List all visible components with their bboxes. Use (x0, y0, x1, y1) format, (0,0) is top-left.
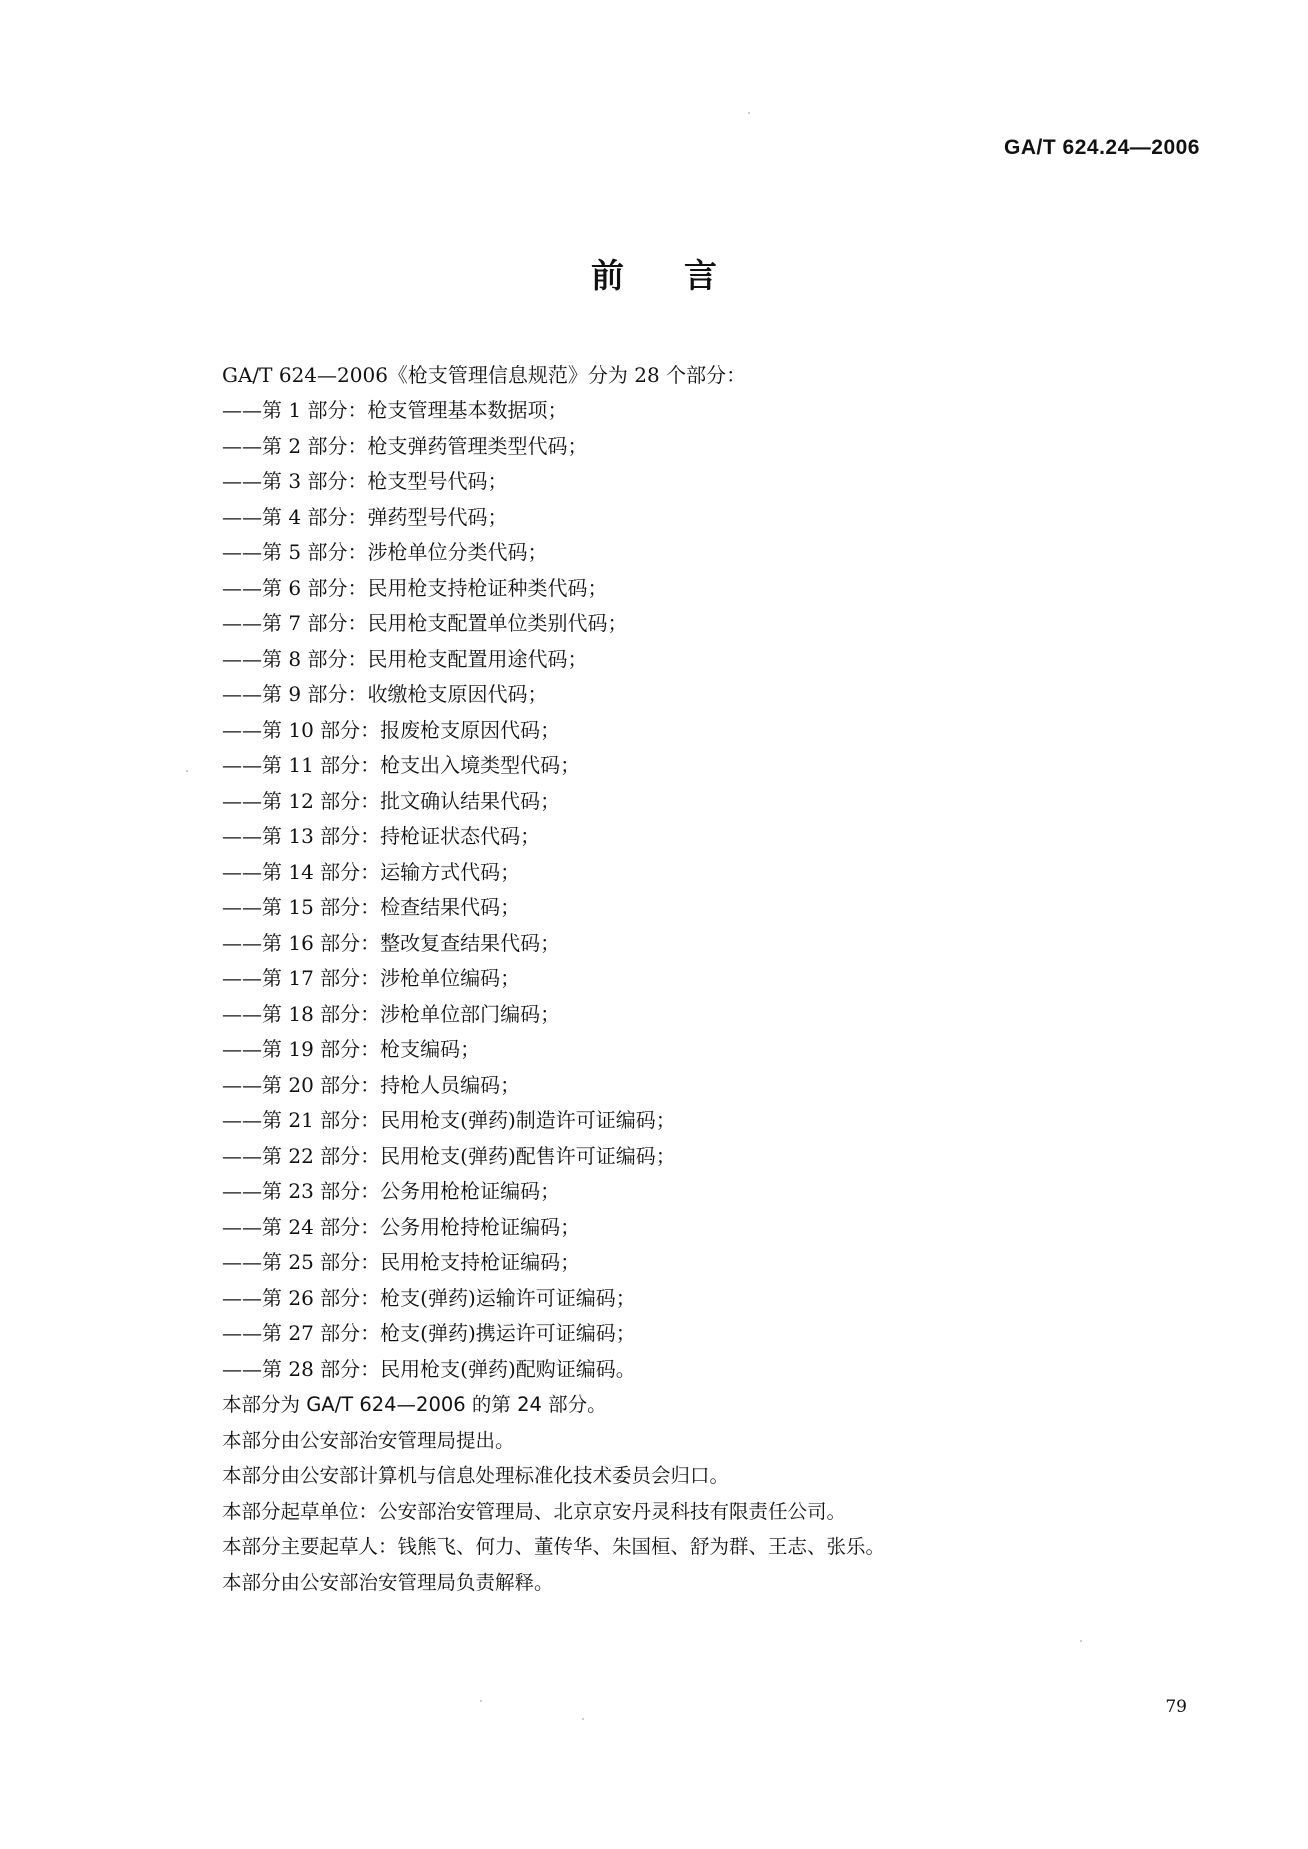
document-code: GA/T 624.24—2006 (1004, 136, 1200, 159)
part-text: 第 15 部分：检查结果代码； (262, 895, 521, 919)
dash-marker: —— (222, 469, 262, 493)
list-item (222, 1316, 1212, 1352)
part-text: 第 13 部分：持枪证状态代码； (262, 824, 541, 848)
list-item (222, 1139, 1212, 1175)
note-centralized-by: 本部分由公安部计算机与信息处理标准化技术委员会归口。 (222, 1464, 730, 1487)
list-item (222, 961, 1212, 997)
list-item (222, 1174, 1212, 1210)
list-item (222, 1352, 1212, 1388)
part-text: 第 18 部分：涉枪单位部门编码； (262, 1001, 561, 1026)
list-item (222, 1103, 1212, 1139)
part-text: 第 28 部分：民用枪支(弹药)配购证编码。 (262, 1356, 636, 1381)
dash-marker: —— (222, 575, 262, 600)
dash-marker: —— (222, 1108, 262, 1132)
list-item (222, 713, 1212, 749)
scan-speck (480, 1700, 482, 1702)
part-text: 第 27 部分：枪支(弹药)携运许可证编码； (262, 1321, 636, 1345)
note-part-of: 本部分为 GA/T 624—2006 的第 24 部分。 (222, 1393, 607, 1416)
document-body (222, 358, 1212, 1600)
part-text: 第 23 部分：公务用枪枪证编码； (262, 1179, 561, 1203)
note-drafters: 本部分主要起草人：钱熊飞、何力、董传华、朱国桓、舒为群、王志、张乐。 (222, 1535, 886, 1558)
part-text: 第 21 部分：民用枪支(弹药)制造许可证编码； (262, 1108, 676, 1132)
dash-marker: —— (222, 1321, 262, 1345)
note-interpreted-by: 本部分由公安部治安管理局负责解释。 (222, 1570, 554, 1594)
list-item (222, 890, 1212, 926)
part-text: 第 4 部分：弹药型号代码； (262, 504, 508, 529)
intro-paragraph: GA/T 624—2006《枪支管理信息规范》分为 28 个部分： (222, 363, 747, 387)
list-item (222, 464, 1212, 500)
part-text: 第 11 部分：枪支出入境类型代码； (262, 753, 581, 777)
part-text: 第 9 部分：收缴枪支原因代码； (262, 682, 548, 706)
part-text: 第 20 部分：持枪人员编码； (262, 1072, 521, 1097)
list-item (222, 926, 1212, 962)
list-item (222, 1032, 1212, 1068)
part-text: 第 2 部分：枪支弹药管理类型代码； (262, 433, 588, 458)
list-item (222, 997, 1212, 1033)
part-text: 第 19 部分：枪支编码； (262, 1037, 481, 1061)
dash-marker: —— (222, 611, 262, 635)
part-text: 第 10 部分：报废枪支原因代码； (262, 717, 561, 742)
note-proposed-by: 本部分由公安部治安管理局提出。 (222, 1428, 515, 1452)
list-item (222, 571, 1212, 607)
dash-marker: —— (222, 859, 262, 884)
dash-marker: —— (222, 1072, 262, 1097)
list-item (222, 606, 1212, 642)
dash-marker: —— (222, 1250, 262, 1274)
dash-marker: —— (222, 895, 262, 919)
part-text: 第 12 部分：批文确认结果代码； (262, 788, 561, 813)
list-item (222, 748, 1212, 784)
part-text: 第 1 部分：枪支管理基本数据项； (262, 398, 568, 422)
dash-marker: —— (222, 1356, 262, 1381)
dash-marker: —— (222, 824, 262, 848)
dash-marker: —— (222, 930, 262, 955)
part-text: 第 16 部分：整改复查结果代码； (262, 930, 561, 955)
parts-list (222, 393, 1212, 1387)
dash-marker: —— (222, 1285, 262, 1310)
part-text: 第 5 部分：涉枪单位分类代码； (262, 540, 548, 564)
part-text: 第 14 部分：运输方式代码； (262, 859, 521, 884)
dash-marker: —— (222, 1179, 262, 1203)
dash-marker: —— (222, 398, 262, 422)
list-item (222, 500, 1212, 536)
dash-marker: —— (222, 682, 262, 706)
scan-speck (748, 112, 750, 114)
page-number: 79 (1165, 1697, 1187, 1717)
list-item (222, 1210, 1212, 1246)
list-item (222, 855, 1212, 891)
list-item (222, 1281, 1212, 1317)
dash-marker: —— (222, 717, 262, 742)
part-text: 第 22 部分：民用枪支(弹药)配售许可证编码； (262, 1143, 676, 1168)
dash-marker: —— (222, 540, 262, 564)
list-item (222, 429, 1212, 465)
dash-marker: —— (222, 788, 262, 813)
part-text: 第 25 部分：民用枪支持枪证编码； (262, 1250, 581, 1274)
part-text: 第 17 部分：涉枪单位编码； (262, 966, 521, 990)
list-item (222, 1068, 1212, 1104)
dash-marker: —— (222, 1001, 262, 1026)
dash-marker: —— (222, 1143, 262, 1168)
dash-marker: —— (222, 966, 262, 990)
part-text: 第 3 部分：枪支型号代码； (262, 469, 508, 493)
list-item (222, 393, 1212, 429)
list-item (222, 677, 1212, 713)
dash-marker: —— (222, 504, 262, 529)
dash-marker: —— (222, 1214, 262, 1239)
list-item (222, 784, 1212, 820)
note-drafting-units: 本部分起草单位：公安部治安管理局、北京京安丹灵科技有限责任公司。 (222, 1499, 847, 1523)
list-item (222, 1245, 1212, 1281)
scan-speck (1080, 1640, 1082, 1642)
list-item (222, 819, 1212, 855)
scan-speck (186, 770, 188, 772)
part-text: 第 8 部分：民用枪支配置用途代码； (262, 646, 588, 671)
list-item (222, 535, 1212, 571)
page-title: 前言 (591, 256, 777, 295)
dash-marker: —— (222, 646, 262, 671)
dash-marker: —— (222, 753, 262, 777)
dash-marker: —— (222, 1037, 262, 1061)
scan-speck (582, 1718, 584, 1720)
part-text: 第 26 部分：枪支(弹药)运输许可证编码； (262, 1285, 636, 1310)
list-item (222, 642, 1212, 678)
dash-marker: —— (222, 433, 262, 458)
part-text: 第 7 部分：民用枪支配置单位类别代码； (262, 611, 628, 635)
part-text: 第 24 部分：公务用枪持枪证编码； (262, 1214, 581, 1239)
part-text: 第 6 部分：民用枪支持枪证种类代码； (262, 575, 608, 600)
